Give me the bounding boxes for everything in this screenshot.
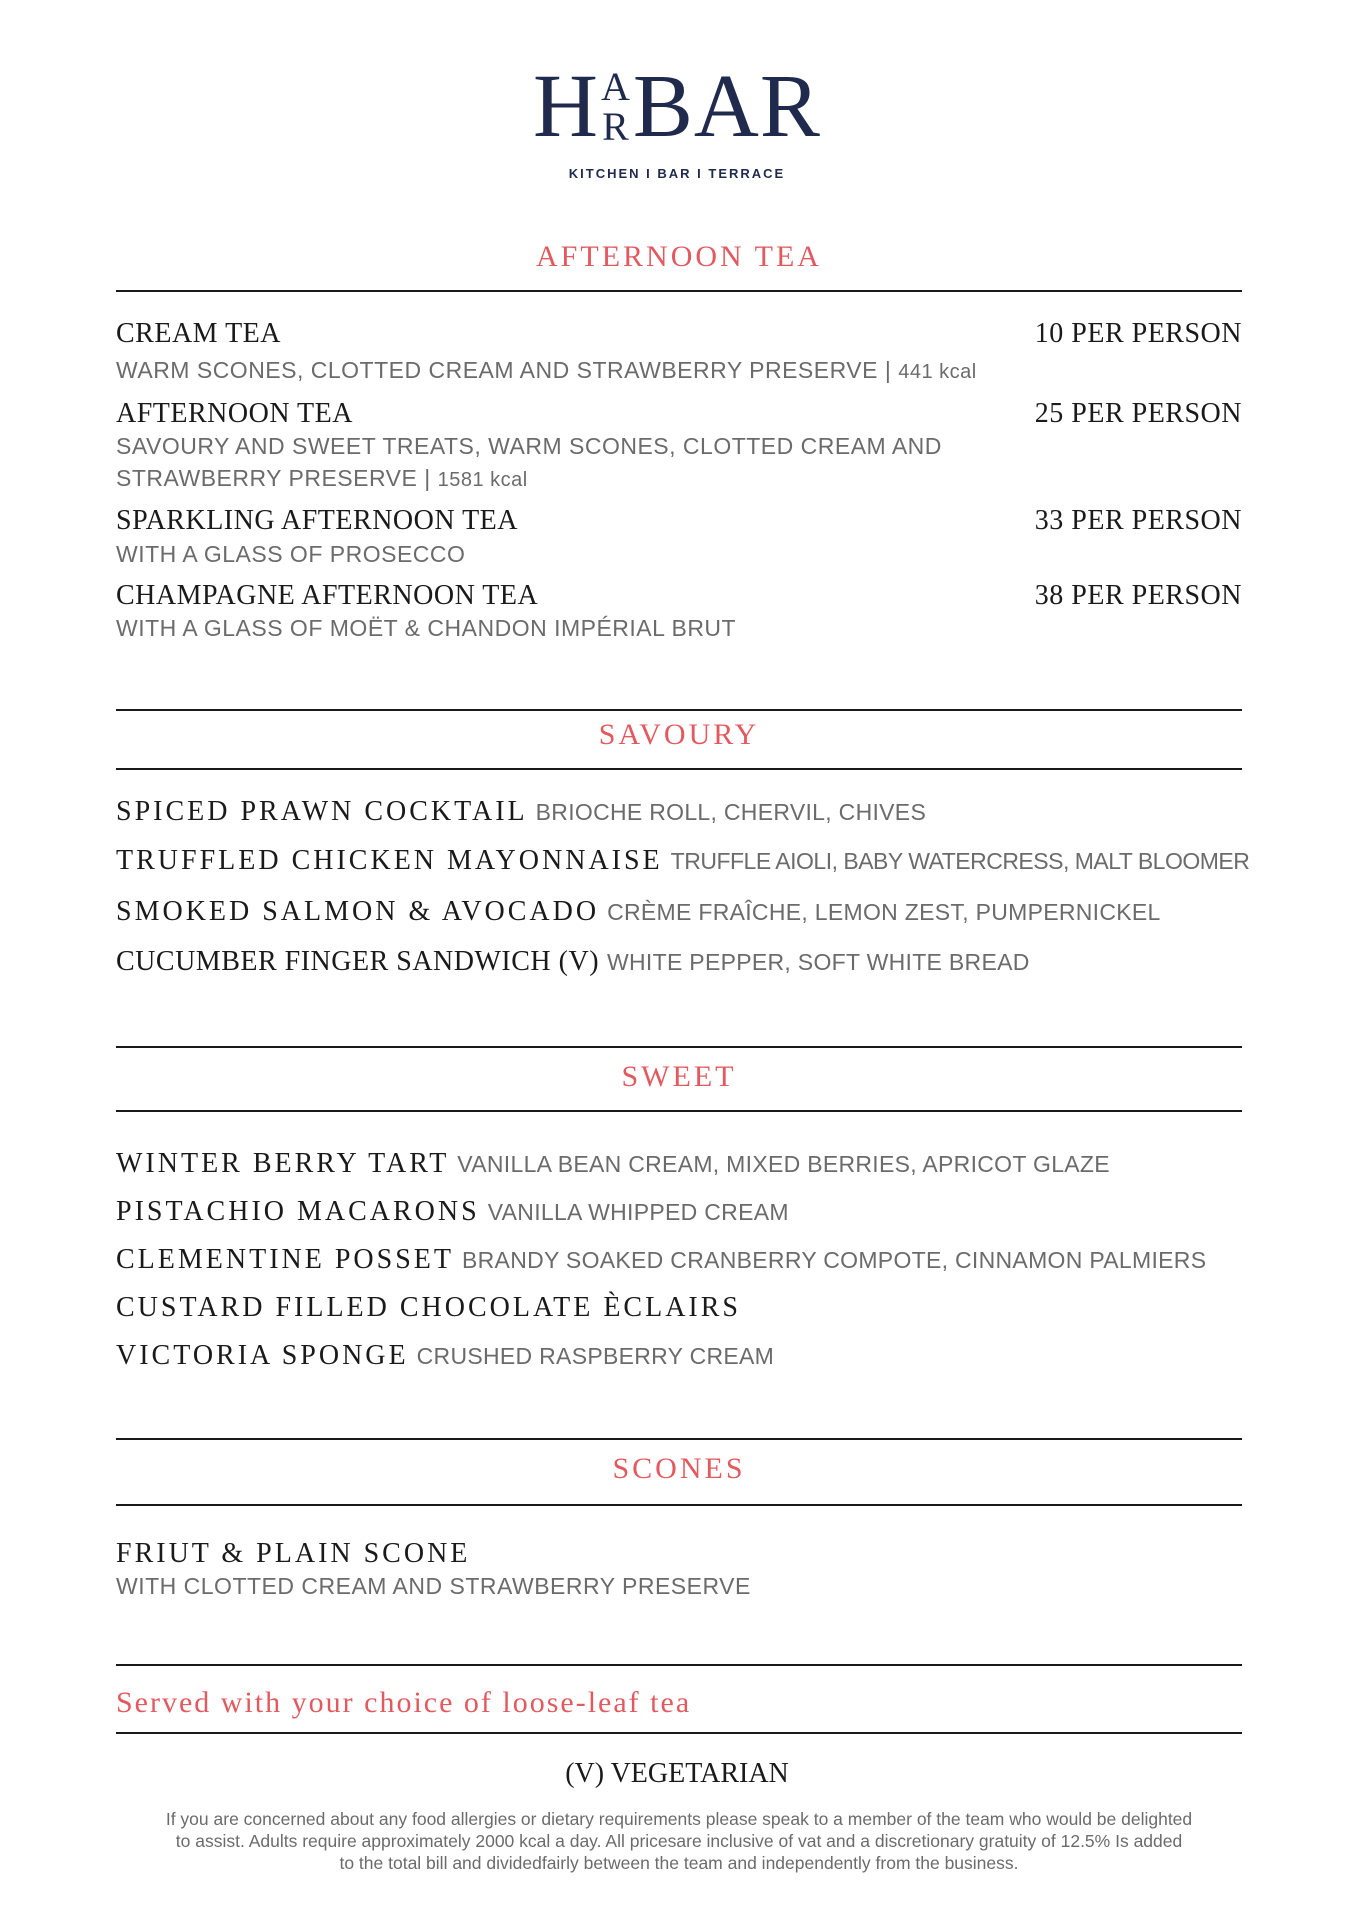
section-title-sweet: SWEET <box>621 1060 737 1093</box>
divider <box>116 1046 1242 1048</box>
section-title-savoury: SAVOURY <box>598 718 760 751</box>
logo-stacked-letters <box>601 64 631 149</box>
divider <box>116 1732 1242 1734</box>
menu-item-description: BRIOCHE ROLL, CHERVIL, CHIVES <box>535 799 927 825</box>
logo-tagline: KITCHEN I BAR I TERRACE <box>568 166 786 181</box>
menu-item-name: TRUFFLED CHICKEN MAYONNAISE <box>116 845 663 876</box>
menu-item-description: SAVOURY AND SWEET TREATS, WARM SCONES, CLOTTED CREAM AND <box>116 433 942 459</box>
menu-item-name: AFTERNOON TEA <box>116 398 353 429</box>
menu-item-price: 25 PER PERSON <box>1034 398 1242 429</box>
divider <box>116 709 1242 711</box>
menu-item-name: SMOKED SALMON & AVOCADO <box>116 896 600 927</box>
menu-item <box>116 1340 774 1372</box>
menu-item-price: 33 PER PERSON <box>1034 505 1242 536</box>
menu-item <box>116 796 926 828</box>
served-note: Served with your choice of loose-leaf tea <box>116 1686 692 1719</box>
menu-item-name: WINTER BERRY TART <box>116 1148 450 1179</box>
logo-letter-h: H <box>533 57 600 156</box>
brand-logo <box>0 57 1354 181</box>
divider <box>116 290 1242 292</box>
vegetarian-key: (V) VEGETARIAN <box>565 1758 789 1789</box>
divider <box>116 1504 1242 1506</box>
menu-item-description: VANILLA WHIPPED CREAM <box>487 1199 789 1225</box>
menu-item <box>116 946 1030 978</box>
menu-item-description: WITH CLOTTED CREAM AND STRAWBERRY PRESERVE <box>116 1573 751 1599</box>
allergy-disclaimer <box>116 1808 1242 1874</box>
description-text: STRAWBERRY PRESERVE | <box>116 465 431 491</box>
menu-item-description: VANILLA BEAN CREAM, MIXED BERRIES, APRICOT GLAZE <box>457 1151 1110 1177</box>
menu-item-description: WHITE PEPPER, SOFT WHITE BREAD <box>607 949 1030 975</box>
menu-item-name: CUSTARD FILLED CHOCOLATE ÈCLAIRS <box>116 1292 741 1323</box>
menu-item-name: SPICED PRAWN COCKTAIL <box>116 796 528 827</box>
menu-item-name: CHAMPAGNE AFTERNOON TEA <box>116 580 539 611</box>
section-title-afternoon-tea: AFTERNOON TEA <box>536 240 822 273</box>
disclaimer-line: If you are concerned about any food allergies or dietary requirements please speak to a member of the team who would be delighted <box>165 1809 1193 1829</box>
menu-item-price: 38 PER PERSON <box>1034 580 1242 611</box>
menu-item-name: CREAM TEA <box>116 318 281 349</box>
logo-letter-a: A <box>601 64 631 109</box>
kcal-value: 441 kcal <box>898 361 977 383</box>
divider <box>116 1438 1242 1440</box>
disclaimer-line: to the total bill and dividedfairly between the team and independently from the business. <box>339 1853 1019 1873</box>
menu-item-description <box>116 462 528 496</box>
menu-item-description: CRUSHED RASPBERRY CREAM <box>416 1343 775 1369</box>
menu-item-name: CLEMENTINE POSSET <box>116 1244 454 1275</box>
menu-item <box>116 1148 1110 1180</box>
divider <box>116 1110 1242 1112</box>
menu-item-description: WITH A GLASS OF MOËT & CHANDON IMPÉRIAL BRUT <box>116 615 737 641</box>
menu-item <box>116 1244 1206 1276</box>
menu-item-description: WITH A GLASS OF PROSECCO <box>116 541 466 567</box>
menu-item-description: BRANDY SOAKED CRANBERRY COMPOTE, CINNAMON PALMIERS <box>462 1247 1207 1273</box>
menu-item-price: 10 PER PERSON <box>1034 318 1242 349</box>
menu-item-name: CUCUMBER FINGER SANDWICH (V) <box>116 946 600 977</box>
menu-item-description <box>116 354 977 388</box>
divider <box>116 768 1242 770</box>
menu-item-description: CRÈME FRAÎCHE, LEMON ZEST, PUMPERNICKEL <box>607 899 1161 925</box>
menu-item <box>116 1292 741 1324</box>
disclaimer-line: to assist. Adults require approximately 2000 kcal a day. All pricesare inclusive of vat and a discretionary gratuity of 12.5% Is added <box>175 1831 1183 1851</box>
menu-item <box>116 1196 789 1228</box>
logo-bar: BAR <box>632 57 821 156</box>
menu-item-name: SPARKLING AFTERNOON TEA <box>116 505 518 536</box>
logo-wordmark <box>533 57 821 156</box>
divider <box>116 1664 1242 1666</box>
section-title-scones: SCONES <box>612 1452 746 1485</box>
kcal-value: 1581 kcal <box>437 469 528 491</box>
menu-item <box>116 845 1249 877</box>
logo-letter-r: R <box>602 104 630 149</box>
menu-item <box>116 896 1161 928</box>
menu-item-name: FRIUT & PLAIN SCONE <box>116 1538 471 1569</box>
menu-item-name: PISTACHIO MACARONS <box>116 1196 480 1227</box>
menu-item-description: TRUFFLE AIOLI, BABY WATERCRESS, MALT BLOOMER <box>670 848 1250 874</box>
menu-item-name: VICTORIA SPONGE <box>116 1340 409 1371</box>
description-text: WARM SCONES, CLOTTED CREAM AND STRAWBERRY PRESERVE | <box>116 357 892 383</box>
